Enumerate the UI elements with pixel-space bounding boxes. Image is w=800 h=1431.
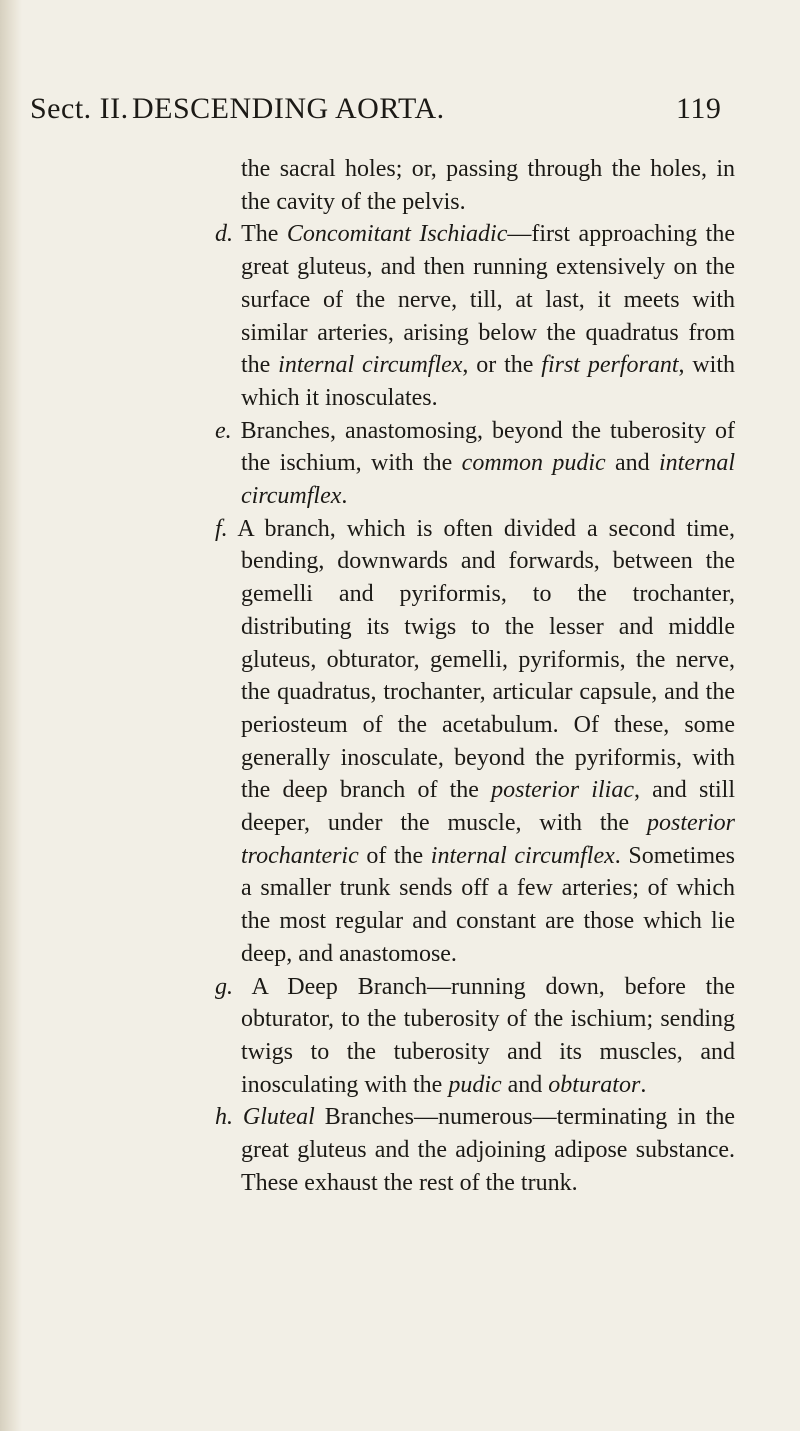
artery-name: obturator <box>548 1071 641 1098</box>
entry-text: and <box>501 1071 549 1098</box>
binding-edge <box>0 0 22 1431</box>
artery-name: posterior iliac <box>491 777 634 804</box>
entry-text: —first approaching the great gluteus, and then running extensively on the surface of the nerve, till, at last, it meets with similar arteries, arising below the quadratus from the <box>241 221 736 379</box>
entry-text: , and still deeper, under the muscle, with the <box>241 777 735 837</box>
page-number: 119 <box>676 92 722 125</box>
entry-text: Branches, anastomosing, beyond the tuberosity of the ischium, with the <box>240 417 735 477</box>
entry-text: A branch, which is often divided a second time, bending, downwards and forwards, between the gemelli and pyriformis, to the trochanter, distributing its twigs to the lesser and middle gluteus, obturator, gemelli, pyriformis, the nerve, the quadratus, trochanter, articular capsule, and the periosteum of the acetabulum. Of these, some generally inosculate, beyond the pyriformis, with the deep branch of the <box>237 515 735 804</box>
running-head <box>0 92 800 132</box>
entry-text: A Deep Branch—running down, before the obturator, to the tuberosity of the ischium; sending twigs to the tuberosity and its muscles, and inosculating with the <box>241 973 735 1098</box>
artery-name: internal circumflex <box>241 450 735 510</box>
artery-name: first perforant <box>541 352 679 379</box>
artery-name: internal circumflex <box>278 352 463 379</box>
entry-text: The <box>241 221 287 248</box>
entry-letter: f. <box>215 515 228 542</box>
section-label: Sect. II. <box>30 92 129 125</box>
entry-h <box>215 1101 735 1199</box>
entry-text: , or the <box>462 352 542 379</box>
entry-text: . <box>640 1071 647 1098</box>
body-text <box>215 153 735 1200</box>
continuation-paragraph: the sacral holes; or, passing through the holes, in the cavity of the pelvis. <box>241 156 735 215</box>
entry-letter: d. <box>215 221 233 248</box>
entry-text: . Sometimes a smaller trunk sends off a few arteries; of which the most regular and constant are those which lie deep, and anastomose. <box>241 842 736 967</box>
artery-name: Concomitant Ischiadic <box>286 221 508 248</box>
entry-f <box>215 513 735 971</box>
artery-name: internal circumflex <box>430 842 615 869</box>
entry-letter: h. <box>215 1104 233 1131</box>
artery-name: Gluteal <box>242 1104 315 1131</box>
entry-letter: e. <box>215 417 232 444</box>
entry-text: of the <box>358 842 431 869</box>
entry-text: , with which it inosculates. <box>241 352 736 411</box>
artery-name: pudic <box>448 1071 502 1098</box>
entry-d <box>215 218 735 414</box>
entry-g <box>215 971 735 1102</box>
entry-letter: g. <box>215 973 233 1000</box>
entry-text: . <box>341 483 348 510</box>
artery-name: common pudic <box>461 450 606 477</box>
artery-name: posterior trochanteric <box>241 810 735 869</box>
entry-e <box>215 415 735 513</box>
entry-text: Branches—numerous—terminating in the great gluteus and the adjoining adipose substance. These exhaust the rest of the trunk. <box>241 1104 735 1196</box>
page-title: DESCENDING AORTA. <box>132 92 445 125</box>
entry-text: and <box>605 450 659 477</box>
